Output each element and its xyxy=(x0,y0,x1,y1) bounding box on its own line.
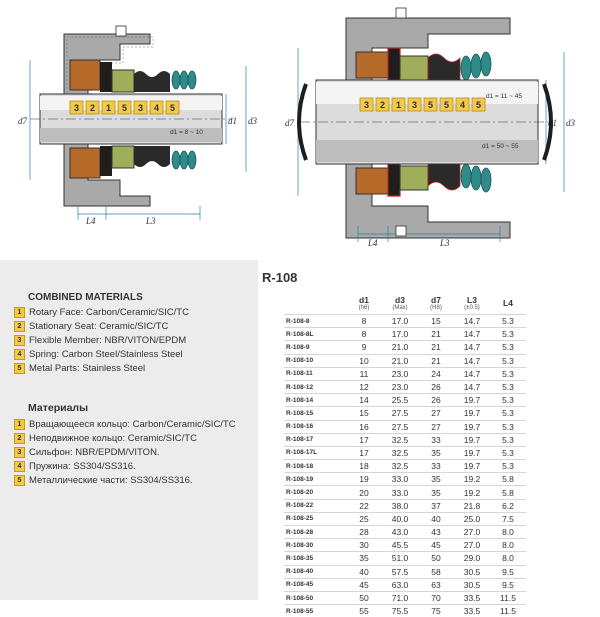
value-cell: 27.5 xyxy=(382,420,418,433)
value-cell: 5.3 xyxy=(490,367,526,380)
value-cell: 9.5 xyxy=(490,565,526,578)
column-header xyxy=(382,292,418,315)
left-badge-number: 5 xyxy=(170,103,175,113)
value-cell: 14.7 xyxy=(454,380,490,393)
value-cell: 75 xyxy=(418,605,454,617)
value-cell: 14.7 xyxy=(454,341,490,354)
table-row xyxy=(284,605,526,617)
value-cell: 45.5 xyxy=(382,539,418,552)
value-cell: 33 xyxy=(418,460,454,473)
value-cell: 55 xyxy=(346,605,382,617)
table-row xyxy=(284,328,526,341)
table-row xyxy=(284,512,526,525)
table-header-row xyxy=(284,292,526,315)
right-badge-number: 3 xyxy=(412,100,417,110)
value-cell: 45 xyxy=(346,578,382,591)
model-cell: R-108-17L xyxy=(284,446,346,459)
model-cell: R-108-45 xyxy=(284,578,346,591)
value-cell: 17 xyxy=(346,433,382,446)
left-badge-number: 1 xyxy=(106,103,111,113)
value-cell: 28 xyxy=(346,526,382,539)
number-badge: 1 xyxy=(14,307,25,318)
value-cell: 29.0 xyxy=(454,552,490,565)
model-cell: R-108-30 xyxy=(284,539,346,552)
table-row xyxy=(284,341,526,354)
model-cell: R-108-25 xyxy=(284,512,346,525)
material-item xyxy=(14,361,189,375)
right-L4-label: L4 xyxy=(367,238,378,248)
value-cell: 27.5 xyxy=(382,407,418,420)
model-cell: R-108-20 xyxy=(284,486,346,499)
value-cell: 17 xyxy=(346,446,382,459)
column-header-tolerance: (H8) xyxy=(418,305,454,311)
number-badge: 5 xyxy=(14,475,25,486)
table-row xyxy=(284,407,526,420)
left-badge-number: 3 xyxy=(138,103,143,113)
value-cell: 19 xyxy=(346,473,382,486)
table-row xyxy=(284,354,526,367)
model-cell: R-108-18 xyxy=(284,460,346,473)
table-row xyxy=(284,565,526,578)
right-badge-number: 1 xyxy=(396,100,401,110)
column-header-tolerance: (±0.5) xyxy=(454,305,490,311)
value-cell: 33.5 xyxy=(454,605,490,617)
material-text: Вращающееся кольцо: Carbon/Ceramic/SIC/TC xyxy=(29,419,236,430)
value-cell: 16 xyxy=(346,420,382,433)
model-cell: R-108-14 xyxy=(284,394,346,407)
model-cell: R-108-50 xyxy=(284,591,346,604)
value-cell: 21.0 xyxy=(382,354,418,367)
material-text: Неподвижное кольцо: Ceramic/SIC/TC xyxy=(29,433,197,444)
value-cell: 9 xyxy=(346,341,382,354)
value-cell: 32.5 xyxy=(382,446,418,459)
column-header-label: L4 xyxy=(503,298,513,308)
value-cell: 5.3 xyxy=(490,354,526,367)
table-row xyxy=(284,552,526,565)
number-badge: 3 xyxy=(14,447,25,458)
right-d3-label: d3 xyxy=(566,118,576,128)
material-item xyxy=(14,473,236,487)
material-text: Rotary Face: Carbon/Ceramic/SIC/TC xyxy=(29,307,189,318)
left-seal-diagram xyxy=(18,26,258,226)
value-cell: 14 xyxy=(346,394,382,407)
material-item xyxy=(14,445,236,459)
value-cell: 11.5 xyxy=(490,605,526,617)
material-item xyxy=(14,431,236,445)
value-cell: 70 xyxy=(418,591,454,604)
value-cell: 71.0 xyxy=(382,591,418,604)
right-badge-number: 2 xyxy=(380,100,385,110)
value-cell: 14.7 xyxy=(454,328,490,341)
value-cell: 40.0 xyxy=(382,512,418,525)
value-cell: 35 xyxy=(346,552,382,565)
model-cell: R-108-17 xyxy=(284,433,346,446)
value-cell: 21.8 xyxy=(454,499,490,512)
right-badge-number: 5 xyxy=(428,100,433,110)
number-badge: 5 xyxy=(14,363,25,374)
value-cell: 5.3 xyxy=(490,380,526,393)
left-badge-number: 3 xyxy=(74,103,79,113)
value-cell: 12 xyxy=(346,380,382,393)
materials-heading-ru: Материалы xyxy=(28,402,88,414)
table-row xyxy=(284,578,526,591)
left-d1-label: d1 xyxy=(228,116,237,126)
column-header xyxy=(490,292,526,315)
left-badge-number: 2 xyxy=(90,103,95,113)
value-cell: 38.0 xyxy=(382,499,418,512)
left-d3-label: d3 xyxy=(248,116,258,126)
model-cell: R-108-15 xyxy=(284,407,346,420)
model-cell: R-108-8 xyxy=(284,315,346,328)
model-cell: R-108-28 xyxy=(284,526,346,539)
value-cell: 8 xyxy=(346,315,382,328)
material-text: Stationary Seat: Ceramic/SIC/TC xyxy=(29,321,168,332)
value-cell: 51.0 xyxy=(382,552,418,565)
value-cell: 14.7 xyxy=(454,354,490,367)
seal-drawing xyxy=(0,0,600,258)
value-cell: 5.3 xyxy=(490,446,526,459)
material-item xyxy=(14,417,236,431)
column-header-label: d7 xyxy=(431,295,441,305)
material-text: Spring: Carbon Steel/Stainless Steel xyxy=(29,349,183,360)
value-cell: 63.0 xyxy=(382,578,418,591)
table-row xyxy=(284,539,526,552)
left-L4-label: L4 xyxy=(85,216,96,226)
right-badge-number: 5 xyxy=(444,100,449,110)
table-row xyxy=(284,380,526,393)
value-cell: 5.8 xyxy=(490,486,526,499)
value-cell: 18 xyxy=(346,460,382,473)
model-cell: R-108-22 xyxy=(284,499,346,512)
value-cell: 5.3 xyxy=(490,315,526,328)
material-item xyxy=(14,319,189,333)
left-L3-label: L3 xyxy=(145,216,156,226)
model-cell: R-108-19 xyxy=(284,473,346,486)
table-row xyxy=(284,591,526,604)
right-d7-label: d7 xyxy=(285,118,295,128)
value-cell: 19.7 xyxy=(454,407,490,420)
value-cell: 33.0 xyxy=(382,486,418,499)
value-cell: 58 xyxy=(418,565,454,578)
value-cell: 7.5 xyxy=(490,512,526,525)
value-cell: 21 xyxy=(418,328,454,341)
material-item xyxy=(14,333,189,347)
value-cell: 19.7 xyxy=(454,433,490,446)
value-cell: 57.5 xyxy=(382,565,418,578)
column-header-tolerance: (Max) xyxy=(382,305,418,311)
number-badge: 2 xyxy=(14,433,25,444)
column-header-label: d1 xyxy=(359,295,369,305)
value-cell: 40 xyxy=(346,565,382,578)
table-row xyxy=(284,526,526,539)
value-cell: 37 xyxy=(418,499,454,512)
value-cell: 17.0 xyxy=(382,328,418,341)
material-text: Пружина: SS304/SS316. xyxy=(29,461,136,472)
material-item xyxy=(14,459,236,473)
value-cell: 20 xyxy=(346,486,382,499)
product-title: R-108 xyxy=(262,270,297,285)
value-cell: 24 xyxy=(418,367,454,380)
model-cell: R-108-12 xyxy=(284,380,346,393)
right-seal-diagram xyxy=(285,8,576,248)
value-cell: 6.2 xyxy=(490,499,526,512)
table-row xyxy=(284,499,526,512)
value-cell: 35 xyxy=(418,446,454,459)
model-cell: R-108-40 xyxy=(284,565,346,578)
value-cell: 27 xyxy=(418,420,454,433)
table-row xyxy=(284,446,526,459)
value-cell: 35 xyxy=(418,473,454,486)
materials-list-ru xyxy=(14,417,236,487)
value-cell: 25.5 xyxy=(382,394,418,407)
value-cell: 43.0 xyxy=(382,526,418,539)
table-body xyxy=(284,315,526,617)
value-cell: 8 xyxy=(346,328,382,341)
table-row xyxy=(284,420,526,433)
table-row xyxy=(284,460,526,473)
value-cell: 50 xyxy=(418,552,454,565)
right-L3-label: L3 xyxy=(439,238,450,248)
value-cell: 45 xyxy=(418,539,454,552)
value-cell: 19.2 xyxy=(454,473,490,486)
model-cell: R-108-8L xyxy=(284,328,346,341)
value-cell: 33.5 xyxy=(454,591,490,604)
value-cell: 21 xyxy=(418,354,454,367)
right-d1-label: d1 xyxy=(548,118,557,128)
value-cell: 9.5 xyxy=(490,578,526,591)
value-cell: 30.5 xyxy=(454,578,490,591)
value-cell: 23.0 xyxy=(382,380,418,393)
column-header xyxy=(346,292,382,315)
value-cell: 25.0 xyxy=(454,512,490,525)
spec-table xyxy=(284,292,526,617)
model-cell: R-108-10 xyxy=(284,354,346,367)
value-cell: 30 xyxy=(346,539,382,552)
value-cell: 50 xyxy=(346,591,382,604)
value-cell: 75.5 xyxy=(382,605,418,617)
value-cell: 19.7 xyxy=(454,446,490,459)
value-cell: 27 xyxy=(418,407,454,420)
value-cell: 27.0 xyxy=(454,539,490,552)
value-cell: 21 xyxy=(418,341,454,354)
materials-heading-en: COMBINED MATERIALS xyxy=(28,292,143,303)
value-cell: 63 xyxy=(418,578,454,591)
value-cell: 33.0 xyxy=(382,473,418,486)
right-badge-number: 4 xyxy=(460,100,465,110)
column-header-tolerance: (h6) xyxy=(346,305,382,311)
value-cell: 8.0 xyxy=(490,539,526,552)
model-cell: R-108-16 xyxy=(284,420,346,433)
value-cell: 35 xyxy=(418,486,454,499)
table-row xyxy=(284,433,526,446)
value-cell: 8.0 xyxy=(490,526,526,539)
model-cell: R-108-9 xyxy=(284,341,346,354)
material-text: Металлические части: SS304/SS316. xyxy=(29,475,193,486)
value-cell: 32.5 xyxy=(382,433,418,446)
value-cell: 22 xyxy=(346,499,382,512)
model-cell: R-108-35 xyxy=(284,552,346,565)
value-cell: 5.3 xyxy=(490,420,526,433)
number-badge: 4 xyxy=(14,349,25,360)
value-cell: 43 xyxy=(418,526,454,539)
number-badge: 4 xyxy=(14,461,25,472)
value-cell: 5.8 xyxy=(490,473,526,486)
right-badge-number: 5 xyxy=(476,100,481,110)
value-cell: 5.3 xyxy=(490,394,526,407)
model-cell: R-108-55 xyxy=(284,605,346,617)
number-badge: 2 xyxy=(14,321,25,332)
value-cell: 8.0 xyxy=(490,552,526,565)
column-header xyxy=(418,292,454,315)
value-cell: 19.7 xyxy=(454,460,490,473)
column-header-label: d3 xyxy=(395,295,405,305)
value-cell: 26 xyxy=(418,380,454,393)
table-row xyxy=(284,394,526,407)
value-cell: 19.7 xyxy=(454,394,490,407)
value-cell: 15 xyxy=(346,407,382,420)
table-row xyxy=(284,473,526,486)
value-cell: 19.7 xyxy=(454,420,490,433)
value-cell: 27.0 xyxy=(454,526,490,539)
material-item xyxy=(14,305,189,319)
left-d1-bracket: d1 = 8 ~ 10 xyxy=(170,129,203,136)
value-cell: 11 xyxy=(346,367,382,380)
value-cell: 30.5 xyxy=(454,565,490,578)
value-cell: 5.3 xyxy=(490,460,526,473)
model-column-header xyxy=(284,292,346,315)
left-badge-number: 4 xyxy=(154,103,159,113)
materials-panel xyxy=(0,260,258,600)
value-cell: 14.7 xyxy=(454,315,490,328)
value-cell: 25 xyxy=(346,512,382,525)
value-cell: 17.0 xyxy=(382,315,418,328)
spec-panel xyxy=(258,260,600,600)
value-cell: 19.2 xyxy=(454,486,490,499)
number-badge: 3 xyxy=(14,335,25,346)
value-cell: 26 xyxy=(418,394,454,407)
value-cell: 11.5 xyxy=(490,591,526,604)
material-text: Сильфон: NBR/EPDM/VITON. xyxy=(29,447,160,458)
table-row xyxy=(284,367,526,380)
value-cell: 5.3 xyxy=(490,328,526,341)
right-d1-bracket-top: d1 = 11 ~ 45 xyxy=(486,93,522,100)
value-cell: 10 xyxy=(346,354,382,367)
left-d7-label: d7 xyxy=(18,116,28,126)
column-header-label: L3 xyxy=(467,295,477,305)
value-cell: 23.0 xyxy=(382,367,418,380)
value-cell: 40 xyxy=(418,512,454,525)
value-cell: 32.5 xyxy=(382,460,418,473)
value-cell: 15 xyxy=(418,315,454,328)
number-badge: 1 xyxy=(14,419,25,430)
value-cell: 21.0 xyxy=(382,341,418,354)
value-cell: 33 xyxy=(418,433,454,446)
table-row xyxy=(284,486,526,499)
left-badge-number: 5 xyxy=(122,103,127,113)
material-text: Flexible Member: NBR/VITON/EPDM xyxy=(29,335,186,346)
material-item xyxy=(14,347,189,361)
table-row xyxy=(284,315,526,328)
material-text: Metal Parts: Stainless Steel xyxy=(29,363,145,374)
materials-list-en xyxy=(14,305,189,375)
value-cell: 14.7 xyxy=(454,367,490,380)
value-cell: 5.3 xyxy=(490,433,526,446)
right-badge-number: 3 xyxy=(364,100,369,110)
value-cell: 5.3 xyxy=(490,341,526,354)
right-d1-bracket-bottom: d1 = 50 ~ 55 xyxy=(482,143,519,150)
model-cell: R-108-11 xyxy=(284,367,346,380)
value-cell: 5.3 xyxy=(490,407,526,420)
column-header xyxy=(454,292,490,315)
